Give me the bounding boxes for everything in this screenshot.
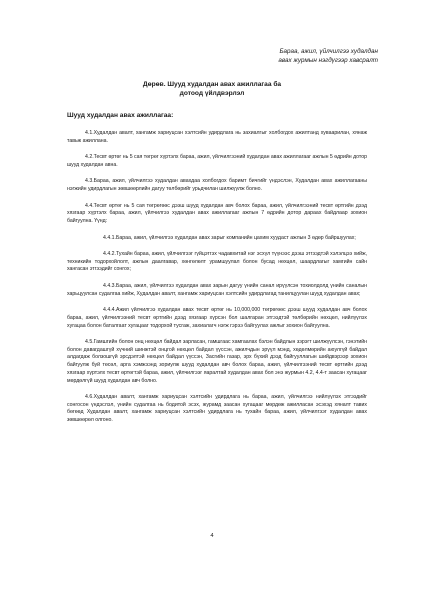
paragraph-4-4-4: 4.4.4.Ажил үйлчилгээ худалдан авах тесвт өртөг нь 10,000,000 төгрөгөөс дээш шууд худалдан авч болох бараа, ажил, үйлчилгээний тесвт өртгийн дээд хязгаар хүрсэн бол шалгаран этгээдтэй төлбөрийн нөхцөл, нийлүүлэх хугацаа болон баталгаат хугацааг тодорхой тусгаж, захиалагч нэгж гэрээ байгуулах ажлыг зохион байгуулна.: [67, 307, 367, 329]
header-line-2: авах журмын нэгдүгээр хавсралт: [278, 56, 378, 64]
section-title: Шууд худалдан авах ажиллагаа:: [67, 112, 174, 119]
title-line-2: дотоод үйлдвэрлэл: [179, 90, 245, 97]
paragraph-4-6: 4.6.Худалдан авалт, хангамж хариуцсан хэлтсийн удирдлага нь бараа, ажил, үйлчилгээ нийлүүлэх этгээдийг сонгосон үндэслэл, үнийн судалгаа нь бодитой эсэх, журамд заасан хугацааг мөрдөж ажилласан эсэхэд хяналт тавих бөгөөд Худалдан авалт, хангамж хариуцсан хэлтсийн удирдлага нь тухайн бараа, ажил, үйлчилгээг худалдан авах зөвшөөрөл олгоно.: [67, 394, 367, 424]
paragraph-4-3: 4.3.Бараа, ажил, үйлчилгээ худалдан авахдаа холбогдох баримт бичгийг үндэслэн, Худалдан авах ажиллагааны нэгжийн удирдлагын зөвшөөрлийн дагуу төлбөрийг урьдчилан шилжүүлж болно.: [67, 178, 367, 193]
paragraph-4-2: 4.2.Тесвт өртөг нь 5 сая төгрөг хүртэлх бараа, ажил, үйлчилгээний худалдан авах ажиллагааг ажлын 5 өдрийн дотор шууд худалдан авна.: [67, 154, 367, 168]
paragraph-4-5: 4.5.Гамшгийн болон онц нөхцөл байдал зарласан, гамшгаас хамгаалах бэлэн байдлын зэрэгт шилжүүлсэн, гэнэтийн болон давагдашгүй хүчний шинжтэй онцгой нөхцөл байдал үүссэн, ажилчдын эрүүл мэнд, хөдөлмөрийн аюулгүй байдал алдагдаж болзошгүй эрсдэлтэй нөхцөл байдал үүссэн, Засгийн газар, эрх бүхий дээд байгууллагын шийдвэрээр зохион байгуулж буй төсөл, арга хэмжээнд зориулж шууд худалдан авч болох бараа, ажил, үйлчилгээний тесвт өртгийн дээд хязгаар хүртэлх тесвт өртөгтэй бараа, ажил, үйлчилгээг яаралтай худалдан авах бол энэ журмын 4.2, 4.4-т заасан хугацааг мөрдөлгүй шууд худалдан авч болно.: [67, 339, 367, 384]
paragraph-4-4: 4.4.Тесвт өртөг нь 5 сая төгрөгөөс дээш шууд худалдан авч болох бараа, ажил, үйлчилгээний тесвт өртгийн дээд хязгаар хүртэлх бараа, ажил, үйлчилгээ худалдан авах ажиллагааг ажлын 7 өдрийн дотор дараах байдлаар зохион байгуулна. Үүнд:: [67, 202, 367, 225]
paragraph-4-4-3: 4.4.3.Бараа, ажил, үйлчилгээ худалдан авах зарын дагуу үнийн санал ирүүлсэн тохиолдолд үнийн саналын харьцуулсан судалгаа хийж, Худалдан авалт, хангамж хариуцсан хэлтсийн удирдлагад танилцуулан шууд худалдан авах;: [67, 282, 367, 297]
header-line-1: Бараа, ажил, үйлчилгээ худалдан: [279, 48, 378, 55]
title-line-1: Дөрөв. Шууд худалдан авах ажиллагаа ба: [142, 81, 282, 88]
paragraph-4-1: 4.1.Худалдан авалт, хангамж хариуцсан хэлтсийн удирдлага нь захиалгыг холбогдох ажилтанд хуваарилан, хянаж тавьж ажиллана.: [67, 130, 367, 144]
chapter-title: [60, 80, 364, 98]
page-number: 4: [210, 533, 214, 539]
paragraph-4-4-1: 4.4.1.Бараа, ажил, үйлчилгээ худалдан авах зарыг компанийн цахим хуудаст ажлын 3 өдөр байршуулах;: [103, 234, 356, 241]
document-body: [67, 130, 367, 434]
paragraph-4-4-2: 4.4.2.Тухайн бараа, ажил, үйлчилгээг гүйцэтгэх чадавхитай нэг эсхүл түүнээс дээш этгээдтэй хэлэлцээ хийж, техникийн тодорхойлолт, ажлын даалгавар, хөнгөлөлт урамшуулал болон бусад нөхцөл, шаардлагыг хамгийн сайн хангасан этгээдийг сонгох;: [67, 251, 367, 273]
appendix-header: [278, 48, 378, 65]
